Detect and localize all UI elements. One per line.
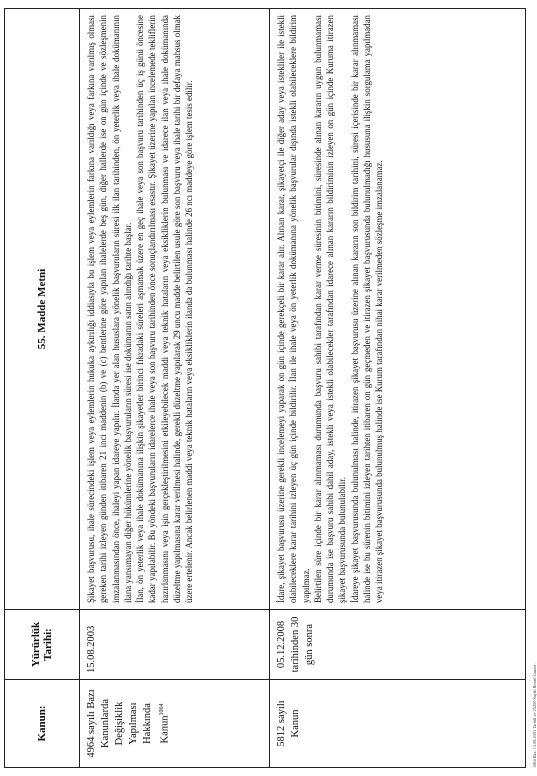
law-cell xyxy=(80,680,270,768)
law-cell xyxy=(270,680,526,768)
effective-date-cell: 15.08.2003 xyxy=(80,610,270,680)
footnote: 1064 Bkz. 15.08.2003 Tarihli ve 25200 Sayılı Resmî Gazete. xyxy=(532,663,537,768)
header-article-text: 55. Madde Metni xyxy=(5,9,80,610)
table-row xyxy=(80,9,270,768)
table-row xyxy=(270,9,526,768)
paragraph: İdareye şikayet başvurusunda bulunulması halinde, itirazen şikayet başvurusu üzerine alınan kararın son bildirim tarihini, süresi içerisinde bir karar alınmaması halinde ise bu sürenin bitimini izleyen tarihten itibaren on gün geçmeden ve itirazen şikayet başvurusunda bulunulmadığı hususuna ilişkin sorgulama yapılmadan veya itirazen şikayet başvurusunda bulunulmuş halinde ise Kurum tarafından nihai karar verilmeden sözleşme imzalanamaz. xyxy=(349,15,385,603)
header-effective-date: Yürürlük Tarihi: xyxy=(5,610,80,680)
paragraph: İdare, şikayet başvurusu üzerine gerekli incelemeyi yaparak on gün içinde gerekçeli bir karar alır. Alınan karar, şikayetçi ile diğer aday veya istekliler ile istekli olabileceklere karar tarihini izleyen üç gün içinde bildirilir. İlan ile ihale veya ön yeterlik dokümanına yönelik başvurular dışında istekli olabileceklere bildirim yapılmaz. xyxy=(276,15,311,603)
paragraph: Şikayet başvurusu, ihale sürecindeki işlem veya eylemlerin hukuka aykırılığı iddiasıyla bu işlem veya eylemlerin farkına varıldığı veya farkına varılmış olması gereken tarihi izleyen günden itibaren 21 inci maddenin (b) ve (c) bentlerine göre yapılan ihalelerde beş gün, diğer hallerde ise on gün içinde ve sözleşmenin imzalanmasından önce, ihaleyi yapan idareye yapılır. İlanda yer alan hususlara yönelik başvuruların süresi ilk ilan tarihinden, ön yeterlik veya ihale dokümanının ilana yansımayan diğer hükümlerine yönelik başvuruların süresi ise dokümanın satın alındığı tarihte başlar. xyxy=(86,15,133,603)
law-name: 4964 sayılı Bazı Kanunlarda Değişiklik Yapılması Hakkında Kanun xyxy=(86,689,171,758)
paragraph: Belirtilen süre içinde bir karar alınmaması durumunda başvuru sahibi tarafından karar verme süresinin bitimini, süresinde alınan kararın uygun bulunmaması durumunda ise başvuru sahibi dahil aday, istekli veya istekli olabilecekler tarafından idarece alınan kararın bildiriminin izleyen on gün içinde Kuruma itirazen şikayet başvurusunda bulunulabilir. xyxy=(312,15,348,603)
footnote-ref: 1064 xyxy=(159,703,165,716)
rotated-page xyxy=(4,8,537,768)
table-header-row xyxy=(5,9,80,768)
law-name: 5812 sayılı Kanun xyxy=(276,700,301,747)
paragraph: İlan, ön yeterlik veya ihale dokümanına ilişkin şikayetler birinci fıkradaki süreleri aşmamak üzere en geç ihale veya son başvuru tarihinden üç iş günü öncesine kadar yapılabilir. Bu yöndeki başvuruların idarelerce ihale veya son başvuru tarihinden önce sonuçlandırılması esastır. Şikayet üzerine yapılan incelemede tekliflerin hazırlanmasını veya işin gerçekleştirilmesini etkileyebilecek maddi veya teknik hataların veya eksikliklerin bulunması ve idarece ilan veya ihale dokümanında düzeltme yapılmasına karar verilmesi halinde, gerekli düzeltme yapılarak 29 uncu madde belirtilen usule göre son başvuru veya ihale tarihi bir defaya mahsus olmak üzere ertelenir. Ancak belirlenen maddi veya teknik hataların veya eksikliklerin ilanda da bulunması halinde 26 ncı maddeye göre işlem tesis edilir. xyxy=(135,15,195,603)
effective-date-cell: 05.12.2008 tarihinden 30 gün sonra xyxy=(270,610,526,680)
header-law: Kanun: xyxy=(5,680,80,768)
article-text-cell xyxy=(80,9,270,610)
article-text-cell xyxy=(270,9,526,610)
law-table xyxy=(4,8,526,768)
